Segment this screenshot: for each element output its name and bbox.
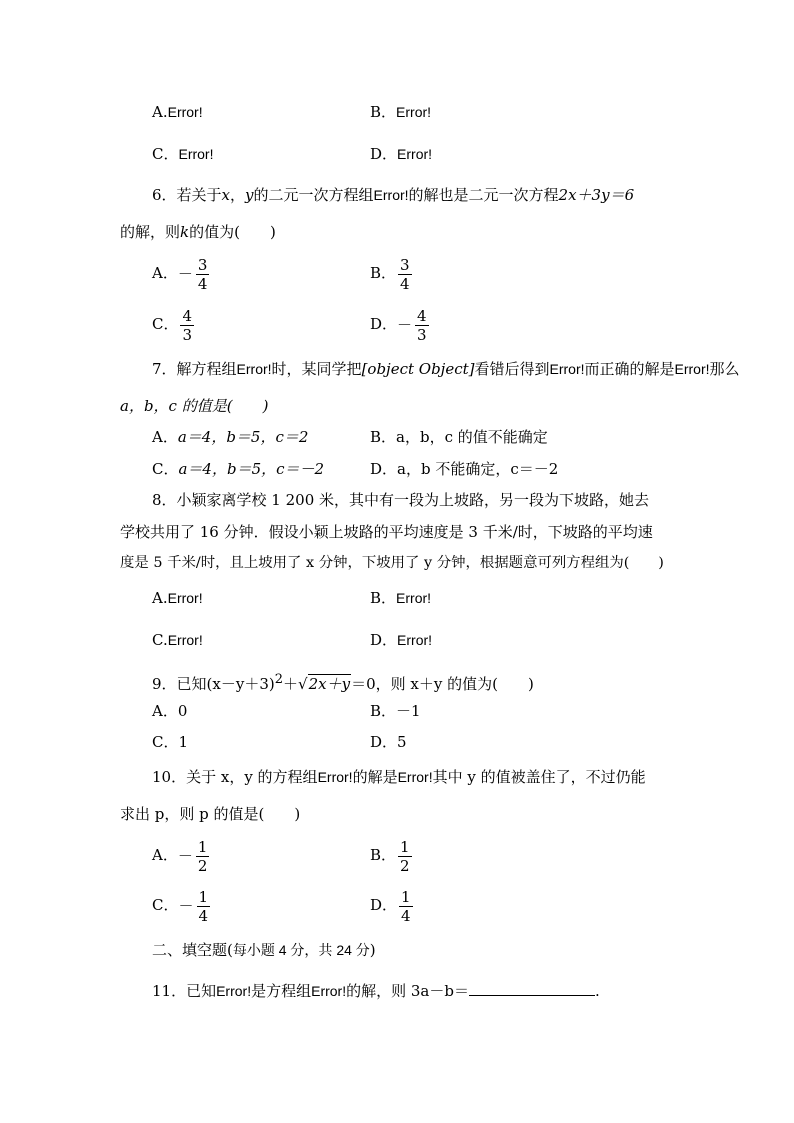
option-label: C．: [152, 315, 179, 333]
q8-option-d: [370, 630, 432, 650]
q9-option-b: [370, 701, 421, 721]
option-label: A．: [152, 428, 178, 446]
radical-sign: √: [298, 675, 308, 693]
q8-option-a: [152, 588, 203, 608]
error-placeholder: Error!: [397, 769, 433, 785]
q8-text: 度是 5 千米/时，且上坡用了 x 分钟，下坡用了 y 分钟，根据题意可列方程组为( ): [120, 555, 664, 571]
error-placeholder: Error!: [236, 361, 272, 377]
option-content: Error!: [396, 590, 432, 606]
q7-option-a: [152, 427, 308, 447]
q6-equation: 2x＋3y＝6: [558, 186, 635, 204]
option-label: D．: [370, 896, 398, 914]
negative-sign: －: [397, 316, 413, 334]
q11-text: 11．已知: [152, 982, 217, 1000]
q6-stem-line2: [120, 222, 276, 242]
fraction: [197, 888, 211, 925]
q10-text: 其中 y 的值被盖住了，不过仍能: [432, 768, 646, 786]
option-content: 0: [177, 702, 188, 720]
option-content: Error!: [396, 104, 432, 120]
q8-option-c: [152, 630, 203, 650]
q6-text: 的解也是二元一次方程: [408, 186, 559, 204]
q8-stem-line2: [120, 522, 653, 542]
option-label: D．: [370, 145, 398, 163]
q7-text: 时，某同学把: [271, 360, 362, 378]
q10-option-c: [152, 886, 210, 925]
error-placeholder: Error!: [216, 983, 252, 999]
negative-sign: －: [178, 897, 194, 915]
option-label: C．: [152, 733, 179, 751]
q8-text: 学校共用了 16 分钟．假设小颖上坡路的平均速度是 3 千米/时，下坡路的平均速: [120, 523, 653, 541]
option-content: 5: [397, 733, 407, 751]
option-label: C．: [152, 896, 179, 914]
option-label: C．: [152, 145, 179, 163]
q7-stem-line2: [120, 396, 268, 416]
denominator: 2: [197, 856, 208, 875]
q8-text: 8．小颖家离学校 1 200 米，其中有一段为上坡路，另一段为下坡路，她去: [152, 491, 650, 509]
q6-comma: ，: [230, 186, 246, 204]
option-label: A.: [152, 589, 168, 607]
q8-stem-line1: [152, 490, 649, 510]
q10-text: 的解是: [352, 768, 398, 786]
q9-option-c: [152, 732, 188, 752]
option-label: D．: [370, 315, 398, 333]
option-content: Error!: [167, 632, 203, 648]
numerator: 1: [401, 887, 411, 906]
section-title: 二、填空题(: [152, 941, 233, 959]
numerator: 1: [197, 837, 208, 856]
negative-sign: －: [177, 847, 193, 865]
q9-text: 9．已知(x－y＋3): [152, 675, 275, 693]
numerator: 3: [400, 255, 410, 274]
option-label: A．: [152, 264, 178, 282]
option-label: A．: [152, 846, 178, 864]
q10-text: 求出 p，则 p 的值是( ): [120, 805, 301, 823]
option-content: Error!: [397, 632, 433, 648]
q7-option-c: [152, 459, 324, 479]
q7-text: 看错后得到: [474, 360, 550, 378]
option-label: C.: [152, 631, 168, 649]
q7-option-d: [370, 459, 558, 479]
option-label: B．: [370, 846, 397, 864]
q10-stem-line1: [152, 767, 646, 787]
section-heading-fill-in: [152, 940, 376, 960]
error-placeholder: Error!: [311, 983, 347, 999]
fraction: [196, 256, 210, 293]
q10-option-d: [370, 886, 413, 925]
error-placeholder: Error!: [373, 187, 409, 203]
option-content: －1: [396, 702, 421, 720]
numerator: 4: [182, 306, 193, 325]
q11-text: 是方程组: [251, 982, 312, 1000]
option-label: A.: [152, 103, 168, 121]
option-label: B．: [370, 264, 397, 282]
option-content: Error!: [397, 146, 433, 162]
option-content: a＝4，b＝5，c＝2: [177, 428, 309, 446]
option-content: a＝4，b＝5，c＝－2: [178, 460, 325, 478]
option-label: B．: [370, 428, 397, 446]
q8-stem-line3: [120, 553, 664, 573]
q5-option-b: [370, 102, 431, 122]
fraction: [398, 838, 412, 875]
q10-option-b: [370, 836, 412, 875]
q6-stem-line1: [152, 185, 634, 205]
q10-stem-line2: [120, 804, 300, 824]
q7-text: 7．解方程组: [152, 360, 237, 378]
q9-text: ＝0，则 x＋y 的值为( ): [351, 675, 534, 693]
fraction: [415, 307, 429, 344]
option-label: A．: [152, 702, 178, 720]
denominator: 4: [400, 274, 410, 293]
denominator: 3: [417, 325, 427, 344]
q8-option-b: [370, 588, 431, 608]
q10-text: 10．关于 x，y 的方程组: [152, 768, 318, 786]
q11-end: .: [594, 982, 600, 1000]
denominator: 3: [182, 325, 193, 344]
option-label: B．: [370, 589, 397, 607]
denominator: 4: [401, 906, 411, 925]
error-placeholder: Error!: [674, 361, 710, 377]
denominator: 4: [198, 906, 209, 925]
error-placeholder: Error!: [317, 769, 353, 785]
option-content: Error!: [167, 590, 203, 606]
option-label: D．: [370, 733, 398, 751]
q6-text: 6．若关于: [152, 186, 222, 204]
var-k: k: [180, 223, 190, 241]
answer-blank[interactable]: [469, 981, 595, 996]
option-content: a，b，c 的值不能确定: [396, 428, 548, 446]
q6-text: 的解，则: [120, 223, 181, 241]
q7-option-b: [370, 427, 548, 447]
var-y: y: [245, 186, 254, 204]
option-label: D．: [370, 631, 398, 649]
option-label: D．: [370, 460, 398, 478]
negative-sign: －: [177, 265, 193, 283]
numerator: 1: [400, 837, 410, 856]
numerator: 3: [197, 255, 208, 274]
option-label: C．: [152, 460, 179, 478]
q6-text: 的二元一次方程组: [253, 186, 374, 204]
q7-text: 而正确的解是: [584, 360, 675, 378]
option-content: a，b 不能确定，c＝－2: [397, 460, 559, 478]
exponent: 2: [274, 672, 284, 687]
q11-text: 的解，则 3a－b＝: [346, 982, 469, 1000]
q7-text: 那么: [709, 360, 740, 378]
radicand: 2x＋y: [308, 675, 351, 693]
var-c: [object Object]: [361, 360, 475, 378]
option-label: B．: [370, 103, 397, 121]
q9-stem: [152, 670, 534, 694]
q6-option-d: [370, 305, 429, 344]
q11-stem: [152, 981, 600, 1001]
q6-option-a: [152, 254, 209, 293]
option-content: 1: [178, 733, 189, 751]
q6-text: 的值为( ): [189, 223, 276, 241]
section-detail: 每小题 4 分，共 24 分: [232, 942, 370, 958]
fraction: [180, 307, 194, 344]
option-label: B．: [370, 702, 397, 720]
q9-plus: ＋: [283, 675, 299, 693]
numerator: 1: [198, 887, 209, 906]
error-placeholder: Error!: [549, 361, 585, 377]
denominator: 4: [197, 274, 208, 293]
numerator: 4: [417, 306, 427, 325]
q7-text: a，b，c 的值是( ): [120, 397, 269, 415]
fraction: [196, 838, 210, 875]
q5-option-a: [152, 102, 203, 122]
q10-option-a: [152, 836, 209, 875]
q9-option-d: [370, 732, 407, 752]
q7-stem-line1: [152, 359, 740, 379]
q6-option-b: [370, 254, 412, 293]
section-close: ): [369, 941, 376, 959]
var-x: x: [221, 186, 231, 204]
q6-option-c: [152, 305, 194, 344]
q9-option-a: [152, 701, 187, 721]
fraction: [399, 888, 413, 925]
fraction: [398, 256, 412, 293]
q5-option-d: [370, 144, 432, 164]
denominator: 2: [400, 856, 410, 875]
option-content: Error!: [178, 146, 214, 162]
option-content: Error!: [167, 104, 203, 120]
q5-option-c: [152, 144, 213, 164]
